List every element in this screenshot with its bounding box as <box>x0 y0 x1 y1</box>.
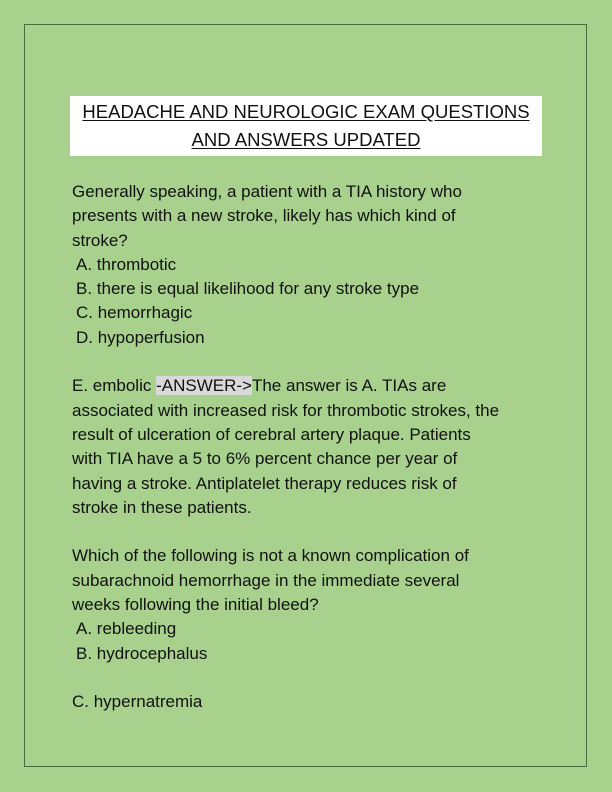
question-1-option-b: B. there is equal likelihood for any stroke type <box>76 279 420 299</box>
question-2-text-line: subarachnoid hemorrhage in the immediate several <box>72 570 460 590</box>
document-title-line-2: AND ANSWERS UPDATED <box>191 129 421 150</box>
question-1-option-e: E. embolic <box>72 376 157 396</box>
question-1-answer <box>72 374 552 520</box>
question-1-option-d: D. hypoperfusion <box>76 327 205 347</box>
question-2-text-line: weeks following the initial bleed? <box>72 595 319 615</box>
answer-text-line: result of ulceration of cerebral artery plaque. Patients <box>72 424 471 444</box>
spacer <box>72 520 552 544</box>
document-body <box>72 180 552 715</box>
question-1-option-c: C. hemorrhagic <box>76 303 193 323</box>
answer-first-line <box>72 374 552 398</box>
spacer <box>72 350 552 374</box>
question-2-text-line: Which of the following is not a known complication of <box>72 546 469 566</box>
question-2-option-a: A. rebleeding <box>76 619 177 639</box>
question-2 <box>72 544 552 665</box>
question-2-option-c: C. hypernatremia <box>72 692 203 712</box>
spacer <box>72 666 552 690</box>
title-box <box>70 96 542 156</box>
question-1-option-a: A. thrombotic <box>76 254 177 274</box>
answer-text-line: having a stroke. Antiplatelet therapy reduces risk of <box>72 473 457 493</box>
question-2-option-b: B. hydrocephalus <box>76 643 208 663</box>
answer-text-line: stroke in these patients. <box>72 497 252 517</box>
question-1-text-line: stroke? <box>72 230 128 250</box>
answer-marker: -ANSWER-> <box>156 376 252 396</box>
answer-text: The answer is A. TIAs are <box>251 376 447 396</box>
question-1-text-line: Generally speaking, a patient with a TIA history who <box>72 182 462 201</box>
question-1 <box>72 180 552 350</box>
document-title-line-1: HEADACHE AND NEUROLOGIC EXAM QUESTIONS <box>82 101 530 122</box>
answer-text-line: with TIA have a 5 to 6% percent chance per year of <box>72 449 458 469</box>
question-1-text-line: presents with a new stroke, likely has which kind of <box>72 206 456 226</box>
answer-text-line: associated with increased risk for thrombotic strokes, the <box>72 400 500 420</box>
